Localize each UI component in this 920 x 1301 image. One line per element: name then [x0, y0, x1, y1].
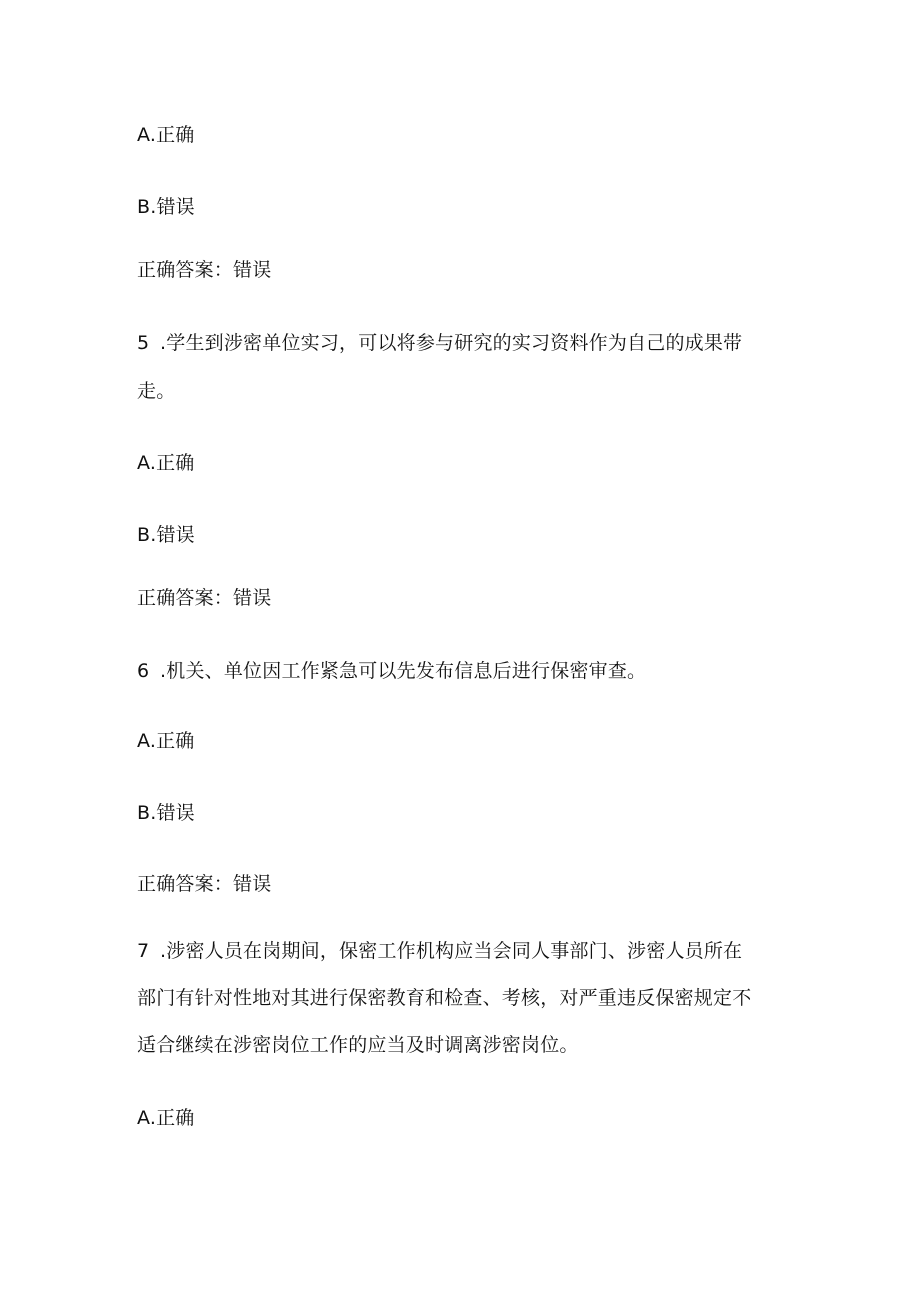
option-a: A.正确 — [137, 124, 195, 146]
correct-answer: 正确答案：错误 — [137, 587, 272, 609]
correct-answer: 正确答案：错误 — [137, 259, 272, 281]
question-6-line-1 — [137, 657, 646, 685]
question-5-line-2: 走。 — [137, 380, 176, 402]
question-5-line-1 — [137, 329, 742, 357]
question-7-line-1 — [137, 937, 742, 965]
option-b: B.错误 — [137, 802, 195, 824]
question-5-number: 5 — [137, 332, 150, 354]
question-7-line-3: 适合继续在涉密岗位工作的应当及时调离涉密岗位。 — [137, 1034, 579, 1056]
option-a: A.正确 — [137, 1107, 195, 1129]
option-b: B.错误 — [137, 196, 195, 218]
question-6-text: .机关、单位因工作紧急可以先发布信息后进行保密审查。 — [160, 660, 647, 682]
option-a: A.正确 — [137, 452, 195, 474]
option-a: A.正确 — [137, 730, 195, 752]
option-b: B.错误 — [137, 524, 195, 546]
question-7-line-2: 部门有针对性地对其进行保密教育和检查、考核，对严重违反保密规定不 — [137, 987, 752, 1009]
question-7-text: .涉密人员在岗期间，保密工作机构应当会同人事部门、涉密人员所在 — [160, 940, 743, 962]
correct-answer: 正确答案：错误 — [137, 873, 272, 895]
question-7-number: 7 — [137, 940, 150, 962]
question-6-number: 6 — [137, 660, 150, 682]
question-5-text: .学生到涉密单位实习，可以将参与研究的实习资料作为自己的成果带 — [160, 332, 743, 354]
